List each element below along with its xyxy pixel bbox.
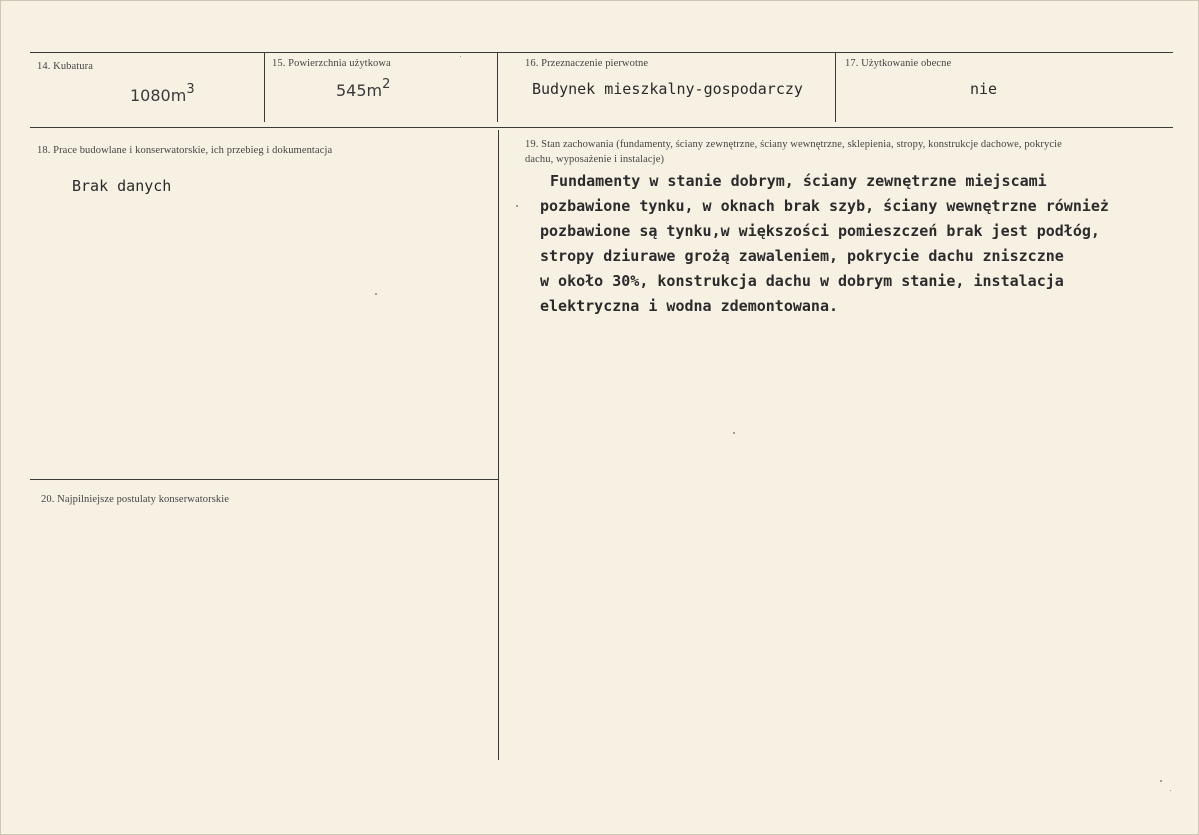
divider-14-15 (264, 52, 265, 122)
field-19-line: w około 30%, konstrukcja dachu w dobrym stanie, instalacja (540, 272, 1064, 290)
field-15-exponent: 2 (382, 77, 391, 92)
field-19-line: stropy dziurawe grożą zawaleniem, pokrycie dachu zniszczne (540, 247, 1064, 265)
field-20-label: 20. Najpilniejsze postulaty konserwatorskie (41, 494, 230, 505)
divider-16-17 (835, 52, 836, 122)
field-14-exponent: 3 (186, 82, 195, 97)
paper-speck (1160, 780, 1162, 782)
paper-speck (516, 205, 518, 207)
field-18-value: Brak danych (72, 177, 172, 195)
paper-speck (460, 56, 461, 57)
divider-15-16 (497, 52, 498, 122)
field-19-text (540, 172, 1190, 322)
field-15-label: 15. Powierzchnia użytkowa (272, 58, 391, 69)
field-19-line: elektryczna i wodna zdemontowana. (540, 297, 839, 315)
field-18-label: 18. Prace budowlane i konserwatorskie, ich przebieg i dokumentacja (37, 145, 333, 156)
field-14-number: 1080m (130, 86, 187, 105)
top-rule (30, 52, 1173, 53)
field-19-line: Fundamenty w stanie dobrym, ściany zewnętrzne miejscami (550, 172, 1047, 190)
field-17-value: nie (970, 80, 998, 98)
field-17-label: 17. Użytkowanie obecne (845, 58, 952, 69)
field-19-line: pozbawione są tynku,w większości pomieszczeń brak jest podłóg, (540, 222, 1100, 240)
field-14-label: 14. Kubatura (37, 61, 94, 72)
paper-speck (375, 293, 377, 295)
left-lower-rule (30, 479, 498, 480)
field-19-line: pozbawione tynku, w oknach brak szyb, ściany wewnętrzne również (540, 197, 1109, 215)
divider-lower-columns (498, 130, 499, 760)
middle-rule (30, 127, 1173, 128)
field-15-number: 545m (336, 81, 383, 100)
field-16-value: Budynek mieszkalny-gospodarczy (532, 80, 803, 98)
field-15-value (336, 77, 390, 100)
field-19-label: 19. Stan zachowania (fundamenty, ściany zewnętrzne, ściany wewnętrzne, sklepienia, stropy, konstrukcje dachowe, pokrycie dachu, wyposażenie i instalacje) (525, 139, 1062, 165)
paper-speck (1170, 790, 1171, 791)
field-16-label: 16. Przeznaczenie pierwotne (525, 58, 649, 69)
paper-speck (733, 432, 735, 434)
field-14-value (130, 82, 195, 105)
